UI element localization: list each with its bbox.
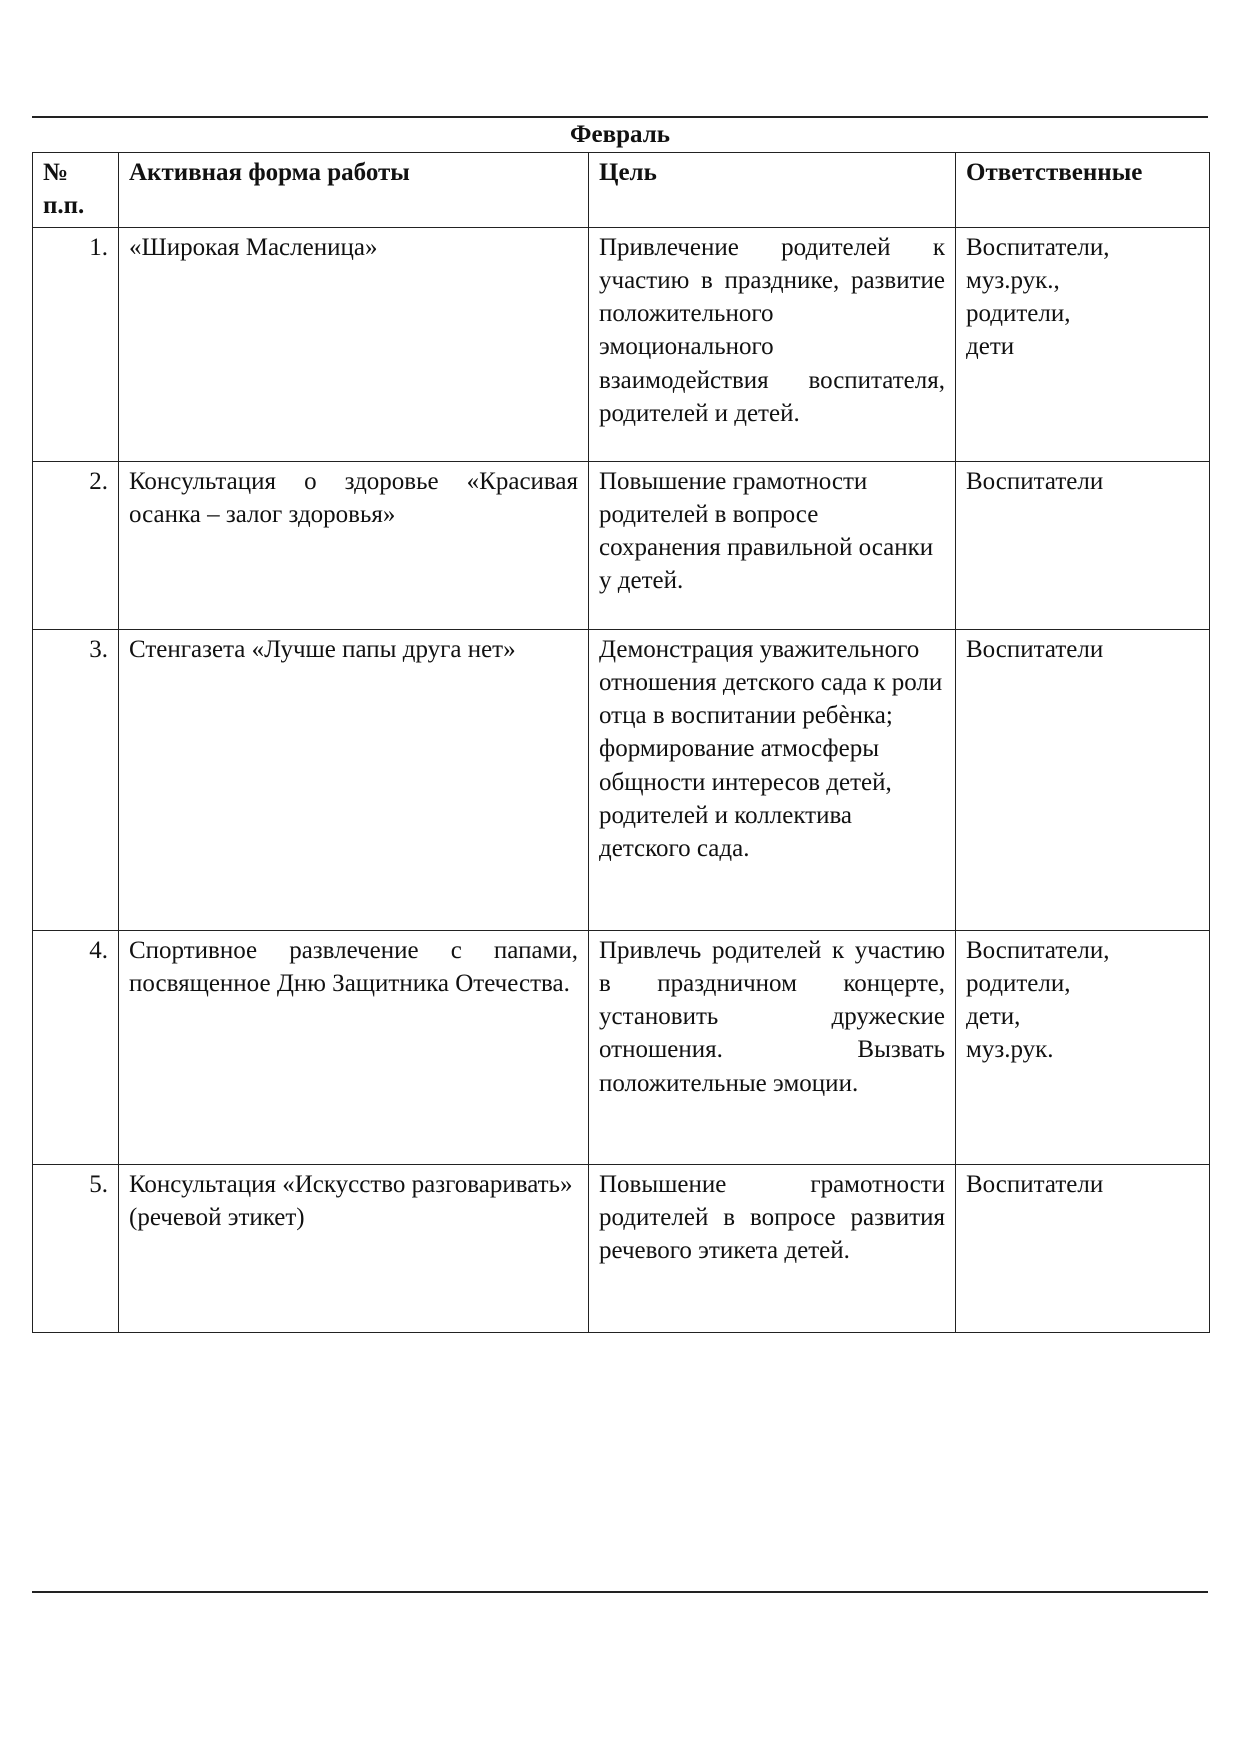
responsible-line: родители, (966, 300, 1071, 328)
row-form: Консультация о здоровье «Красивая осанка – залог здоровья» (119, 461, 589, 629)
row-num: 2. (33, 461, 119, 629)
row-goal: Привлечь родителей к участию в праздничном концерте, установить дружеские отношения. Вызвать положительные эмоции. (589, 930, 956, 1164)
month-title: Февраль (570, 121, 670, 148)
row-form: Консультация «Искусство разговаривать» (речевой этикет) (119, 1164, 589, 1332)
header-num: № п.п. (33, 153, 119, 228)
row-num: 1. (33, 227, 119, 461)
row-responsible (956, 1164, 1210, 1332)
top-rule (32, 116, 1208, 118)
row-responsible (956, 461, 1210, 629)
table-row (33, 461, 1210, 629)
responsible-line: Воспитатели (966, 467, 1104, 495)
row-goal: Привлечение родителей к участию в празднике, развитие положительного эмоционального взаимодействия воспитателя, родителей и детей. (589, 227, 956, 461)
responsible-line: Воспитатели, (966, 233, 1110, 261)
table-header-row (33, 153, 1210, 228)
work-plan-table (32, 152, 1210, 1333)
responsible-line: Воспитатели (966, 1170, 1104, 1198)
responsible-line: Воспитатели (966, 635, 1104, 663)
responsible-line: родители, (966, 969, 1071, 997)
row-num: 5. (33, 1164, 119, 1332)
responsible-line: Воспитатели, (966, 936, 1110, 964)
row-num: 3. (33, 629, 119, 930)
table-row (33, 930, 1210, 1164)
responsible-line: муз.рук., (966, 266, 1060, 294)
row-responsible (956, 930, 1210, 1164)
row-form: «Широкая Масленица» (119, 227, 589, 461)
header-goal: Цель (589, 153, 956, 228)
header-form: Активная форма работы (119, 153, 589, 228)
responsible-line: муз.рук. (966, 1036, 1054, 1064)
row-form: Стенгазета «Лучше папы друга нет» (119, 629, 589, 930)
row-form: Спортивное развлечение с папами, посвященное Дню Защитника Отечества. (119, 930, 589, 1164)
table-row (33, 629, 1210, 930)
bottom-rule (32, 1591, 1208, 1593)
responsible-line: дети, (966, 1003, 1021, 1031)
table-row (33, 227, 1210, 461)
row-responsible (956, 629, 1210, 930)
responsible-line: дети (966, 333, 1015, 361)
row-goal: Демонстрация уважительного отношения детского сада к роли отца в воспитании ребѐнка; формирование атмосферы общности интересов детей, родителей и коллектива детского сада. (589, 629, 956, 930)
row-goal: Повышение грамотности родителей в вопросе развития речевого этикета детей. (589, 1164, 956, 1332)
table-row (33, 1164, 1210, 1332)
row-responsible (956, 227, 1210, 461)
row-num: 4. (33, 930, 119, 1164)
header-responsible: Ответственные (956, 153, 1210, 228)
row-goal: Повышение грамотности родителей в вопросе сохранения правильной осанки у детей. (589, 461, 956, 629)
